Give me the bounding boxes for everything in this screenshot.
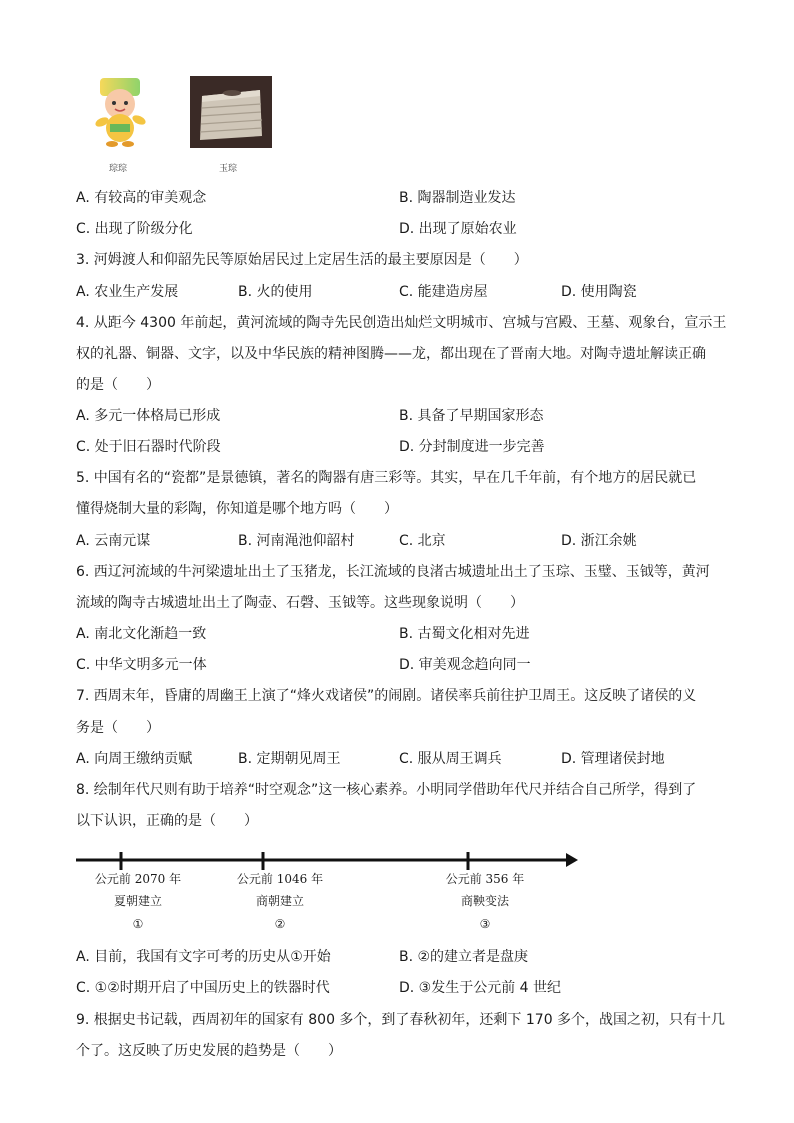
q6-option-b[interactable]: B. 古蜀文化相对先进 bbox=[399, 626, 530, 642]
q8-option-b[interactable]: B. ②的建立者是盘庚 bbox=[399, 949, 529, 965]
q7-option-c[interactable]: C. 服从周王调兵 bbox=[399, 751, 502, 767]
q9-stem-line-2: 个了。这反映了历史发展的趋势是（ ） bbox=[76, 1043, 342, 1059]
q8-option-d[interactable]: D. ③发生于公元前 4 世纪 bbox=[399, 980, 562, 996]
q6-stem-line-1: 6. 西辽河流域的牛河梁遗址出土了玉猪龙，长江流域的良渚古城遗址出土了玉琮、玉璧、玉钺等，黄河 bbox=[76, 564, 710, 580]
mascot-image bbox=[82, 76, 162, 148]
jade-caption: 玉琮 bbox=[219, 164, 238, 174]
q7-stem-line-2: 务是（ ） bbox=[76, 720, 160, 736]
timeline-date: 公元前 1046 年 bbox=[236, 872, 324, 886]
q6-option-d[interactable]: D. 审美观念趋向同一 bbox=[399, 657, 531, 673]
q2-option-b[interactable]: B. 陶器制造业发达 bbox=[399, 190, 516, 206]
q5-option-b[interactable]: B. 河南渑池仰韶村 bbox=[238, 533, 355, 549]
timeline-event: 商朝建立 bbox=[255, 894, 305, 908]
q4-option-a[interactable]: A. 多元一体格局已形成 bbox=[76, 408, 221, 424]
q2-option-d[interactable]: D. 出现了原始农业 bbox=[399, 221, 517, 237]
timeline-mark: ① bbox=[132, 917, 144, 931]
q2-option-a[interactable]: A. 有较高的审美观念 bbox=[76, 190, 207, 206]
timeline-event: 商鞅变法 bbox=[460, 894, 510, 908]
q5-stem-line-2: 懂得烧制大量的彩陶，你知道是哪个地方吗（ ） bbox=[76, 501, 398, 517]
q5-option-a[interactable]: A. 云南元谋 bbox=[76, 533, 151, 549]
figure-row bbox=[82, 76, 282, 176]
q3-option-a[interactable]: A. 农业生产发展 bbox=[76, 284, 179, 300]
mascot-caption: 琮琮 bbox=[109, 164, 128, 174]
timeline-event: 夏朝建立 bbox=[113, 894, 163, 908]
q4-stem-line-3: 的是（ ） bbox=[76, 377, 160, 393]
q8-option-a[interactable]: A. 目前，我国有文字可考的历史从①开始 bbox=[76, 949, 331, 965]
q8-stem-line-1: 8. 绘制年代尺则有助于培养“时空观念”这一核心素养。小明同学借助年代尺并结合自己所学，得到了 bbox=[76, 782, 697, 798]
q9-stem-line-1: 9. 根据史书记载，西周初年的国家有 800 多个，到了春秋初年，还剩下 170 多个，战国之初，只有十几 bbox=[76, 1012, 726, 1028]
q5-stem-line-1: 5. 中国有名的“瓷都”是景德镇，著名的陶器有唐三彩等。其实，早在几千年前，有个地方的居民就已 bbox=[76, 470, 697, 486]
timeline-date: 公元前 356 年 bbox=[445, 872, 525, 886]
q7-stem-line-1: 7. 西周末年，昏庸的周幽王上演了“烽火戏诸侯”的闹剧。诸侯率兵前往护卫周王。这反映了诸侯的义 bbox=[76, 688, 697, 704]
q4-option-b[interactable]: B. 具备了早期国家形态 bbox=[399, 408, 544, 424]
q6-stem-line-2: 流域的陶寺古城遗址出土了陶壶、石磬、玉钺等。这些现象说明（ ） bbox=[76, 595, 524, 611]
q8-stem-line-2: 以下认识，正确的是（ ） bbox=[76, 813, 258, 829]
q4-stem-line-1: 4. 从距今 4300 年前起，黄河流域的陶寺先民创造出灿烂文明城市、宫城与宫殿、王墓、观象台，宣示王 bbox=[76, 315, 727, 331]
q7-option-b[interactable]: B. 定期朝见周王 bbox=[238, 751, 341, 767]
q3-option-c[interactable]: C. 能建造房屋 bbox=[399, 284, 488, 300]
timeline-ruler bbox=[70, 845, 590, 935]
q3-option-d[interactable]: D. 使用陶瓷 bbox=[561, 284, 637, 300]
q4-option-d[interactable]: D. 分封制度进一步完善 bbox=[399, 439, 545, 455]
q2-option-c[interactable]: C. 出现了阶级分化 bbox=[76, 221, 193, 237]
timeline-mark: ② bbox=[274, 917, 286, 931]
q5-option-d[interactable]: D. 浙江余姚 bbox=[561, 533, 637, 549]
timeline-arrow-icon bbox=[566, 853, 578, 867]
q4-option-c[interactable]: C. 处于旧石器时代阶段 bbox=[76, 439, 221, 455]
q5-option-c[interactable]: C. 北京 bbox=[399, 533, 446, 549]
q6-option-c[interactable]: C. 中华文明多元一体 bbox=[76, 657, 207, 673]
q7-option-d[interactable]: D. 管理诸侯封地 bbox=[561, 751, 665, 767]
timeline-mark: ③ bbox=[479, 917, 491, 931]
q4-stem-line-2: 权的礼器、铜器、文字，以及中华民族的精神图腾——龙，都出现在了晋南大地。对陶寺遗址解读正确 bbox=[76, 346, 706, 362]
jade-cong-image bbox=[190, 76, 272, 148]
q6-option-a[interactable]: A. 南北文化渐趋一致 bbox=[76, 626, 207, 642]
q8-option-c[interactable]: C. ①②时期开启了中国历史上的铁器时代 bbox=[76, 980, 330, 996]
q7-option-a[interactable]: A. 向周王缴纳贡赋 bbox=[76, 751, 193, 767]
q3-option-b[interactable]: B. 火的使用 bbox=[238, 284, 313, 300]
q3-stem: 3. 河姆渡人和仰韶先民等原始居民过上定居生活的最主要原因是（ ） bbox=[76, 252, 528, 268]
timeline-date: 公元前 2070 年 bbox=[94, 872, 182, 886]
